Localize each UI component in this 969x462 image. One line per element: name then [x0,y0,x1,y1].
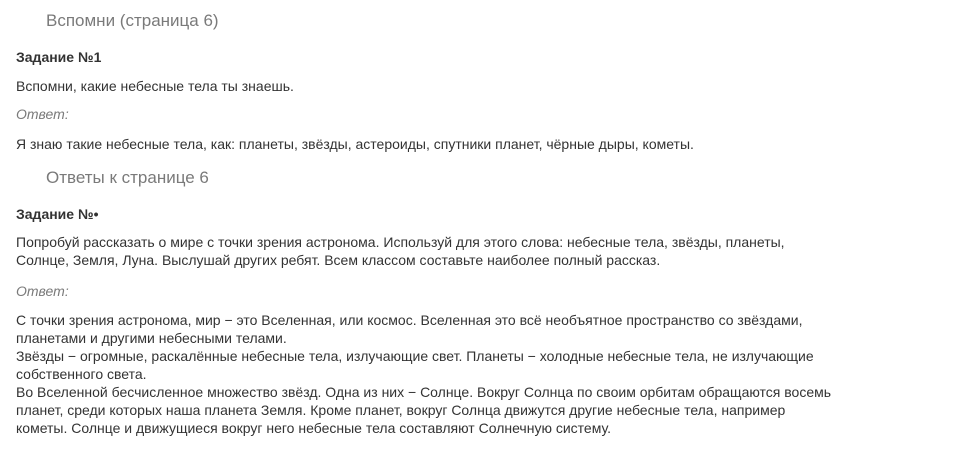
answer-line: Звёзды − огромные, раскалённые небесные тела, излучающие свет. Планеты − холодные небесные тела, не излучающие [16,348,814,364]
task-2-question [16,233,785,269]
task-title-1: Задание №1 [16,49,102,65]
answer-line: планет, среди которых наша планета Земля. Кроме планет, вокруг Солнца движутся другие небесные тела, например [16,402,786,418]
task-1-answer: Я знаю такие небесные тела, как: планеты, звёзды, астероиды, спутники планет, чёрные дыры, кометы. [16,136,694,152]
answer-line: С точки зрения астронома, мир − это Вселенная, или космос. Вселенная это всё необъятное пространство со звёздами, [16,312,803,328]
answer-line: кометы. Солнце и движущиеся вокруг него небесные тела составляют Солнечную систему. [16,420,611,436]
answer-label-2: Ответ: [16,283,69,299]
task-1-question: Вспомни, какие небесные тела ты знаешь. [16,78,294,94]
answer-line: планетами и другими небесными телами. [16,330,287,346]
question-line: Попробуй рассказать о мире с точки зрения астронома. Используй для этого слова: небесные тела, звёзды, планеты, [16,234,785,250]
section-title-remember: Вспомни (страница 6) [46,11,219,30]
question-line: Солнце, Земля, Луна. Выслушай других ребят. Всем классом составьте наиболее полный рассказ. [16,252,661,268]
answer-line: собственного света. [16,366,147,382]
answer-line: Во Вселенной бесчисленное множество звёзд. Одна из них − Солнце. Вокруг Солнца по своим орбитам обращаются восемь [16,384,832,400]
answer-label-1: Ответ: [16,106,69,122]
section-title-answers: Ответы к странице 6 [46,168,209,187]
task-title-2: Задание №• [16,206,99,222]
task-2-answer [16,311,831,437]
